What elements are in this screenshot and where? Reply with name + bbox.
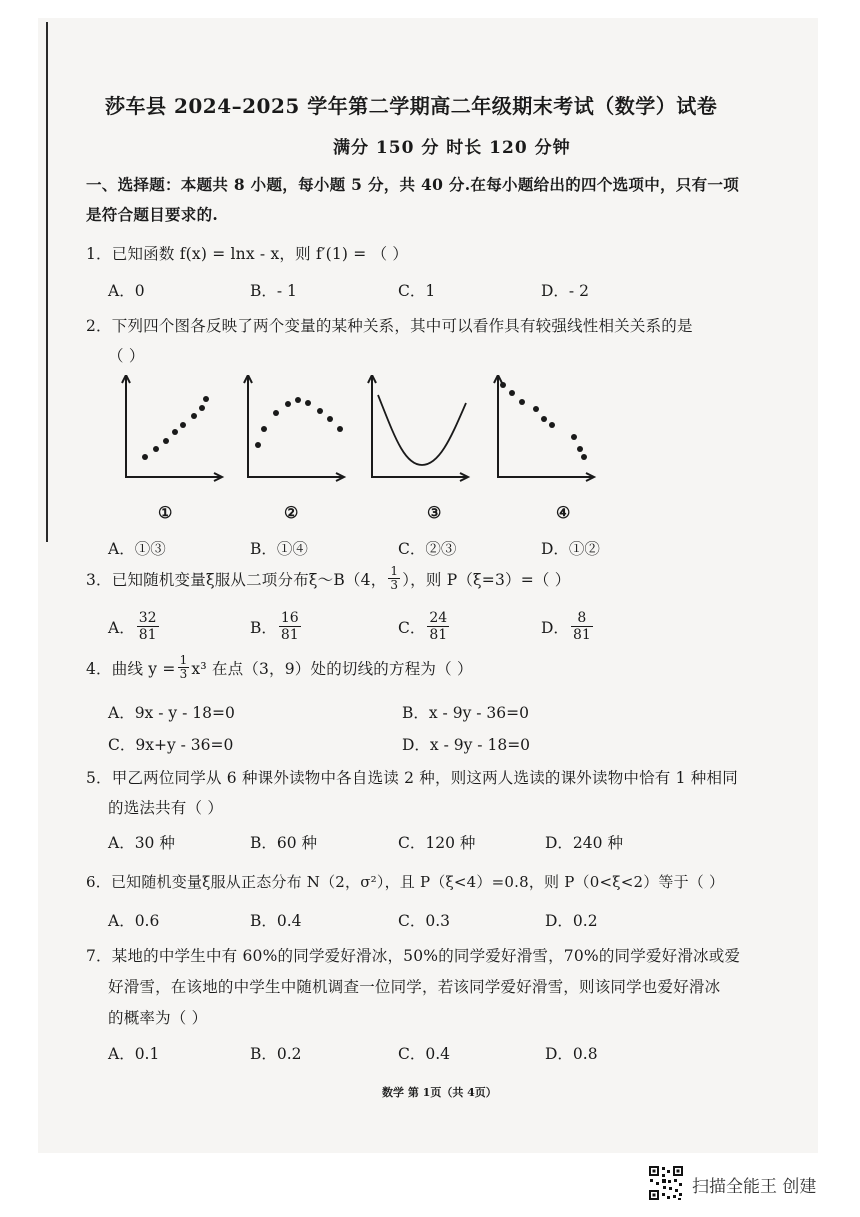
figure-label-4: ④ [556, 503, 571, 522]
q3-frac-den: 3 [390, 578, 399, 592]
q3-option-a [108, 610, 161, 643]
q3-fraction [388, 565, 400, 592]
q3-option-d [541, 610, 595, 643]
question-2-line1: 2．下列四个图各反映了两个变量的某种关系，其中可以看作具有较强线性相关关系的是 [86, 317, 693, 335]
q3-d-den: 81 [572, 627, 591, 643]
q5-option-b: B．60 种 [250, 834, 318, 852]
question-6: 6．已知随机变量ξ服从正态分布 N（2，σ²），且 P（ξ<4）=0.8，则 P（0<ξ<2）等于（ ） [86, 873, 725, 891]
figure-label-2: ② [284, 503, 299, 522]
section-1-heading-line2: 是符合题目要求的. [86, 205, 219, 224]
q3-b-num: 16 [280, 610, 299, 626]
q6-option-d: D．0.2 [545, 912, 598, 930]
exam-title: 莎车县 2024–2025 学年第二学期高二年级期末考试（数学）试卷 [105, 94, 718, 118]
q4-text-after: x³ 在点（3，9）处的切线的方程为（ ） [191, 659, 473, 678]
question-5-line2: 的选法共有（ ） [108, 799, 224, 817]
q4-fraction [178, 654, 190, 681]
q3-a-num: 32 [138, 610, 157, 626]
binding-line [46, 22, 48, 542]
q7-option-b: B．0.2 [250, 1045, 302, 1063]
q3-option-c-frac [427, 610, 449, 643]
q2-option-a: A．①③ [108, 540, 166, 558]
q1-option-d: D．- 2 [541, 282, 589, 300]
q3-option-b-frac [279, 610, 301, 643]
q3-frac-num: 1 [390, 564, 399, 578]
figure-label-3: ③ [427, 503, 442, 522]
q3-text-before: 3．已知随机变量ξ服从二项分布ξ～B（4， [86, 570, 387, 589]
curve-plot-3 [364, 375, 474, 485]
q3-option-c [398, 610, 451, 643]
q2-option-d: D．①② [541, 540, 600, 558]
q3-b-den: 81 [280, 627, 299, 643]
question-7-line1: 7．某地的中学生中有 60%的同学爱好滑冰，50%的同学爱好滑雪，70%的同学爱好滑冰或爱 [86, 947, 741, 965]
q4-text-before: 4．曲线 y = [86, 659, 176, 678]
scanner-watermark: 扫描全能王 创建 [692, 1177, 817, 1197]
q7-option-a: A．0.1 [108, 1045, 160, 1063]
q3-c-den: 81 [429, 627, 448, 643]
question-5-line1: 5．甲乙两位同学从 6 种课外读物中各自选读 2 种，则这两人选读的课外读物中恰有 1 种相同 [86, 769, 738, 787]
q1-option-c: C．1 [398, 282, 436, 300]
q4-frac-num: 1 [179, 653, 188, 667]
question-7-line2: 好滑雪，在该地的中学生中随机调查一位同学，若该同学爱好滑雪，则该同学也爱好滑冰 [108, 978, 721, 996]
page-footer: 数学 第 1页（共 4页） [382, 1086, 497, 1099]
q4-frac-den: 3 [179, 667, 188, 681]
q6-option-c: C．0.3 [398, 912, 451, 930]
q5-option-a: A．30 种 [108, 834, 175, 852]
qr-code-icon [648, 1165, 684, 1201]
q4-option-d: D．x - 9y - 18=0 [402, 736, 531, 754]
q6-option-b: B．0.4 [250, 912, 302, 930]
question-1: 1．已知函数 f(x) = lnx - x，则 f′(1) = （ ） [86, 245, 409, 263]
question-7-line3: 的概率为（ ） [108, 1009, 208, 1027]
q3-option-d-frac [571, 610, 593, 643]
question-3 [86, 565, 570, 592]
q2-option-b: B．①④ [250, 540, 308, 558]
scatter-plot-4 [490, 375, 600, 485]
q6-option-a: A．0.6 [108, 912, 160, 930]
q3-option-a-frac [137, 610, 159, 643]
q3-d-num: 8 [571, 610, 593, 627]
q1-option-b: B．- 1 [250, 282, 297, 300]
figure-label-1: ① [158, 503, 173, 522]
q2-option-c: C．②③ [398, 540, 457, 558]
q3-option-c-letter: C． [398, 618, 426, 637]
question-2-line2: （ ） [108, 347, 145, 365]
q4-option-a: A．9x - y - 18=0 [108, 704, 235, 722]
section-1-heading-line1: 一、选择题：本题共 8 小题，每小题 5 分，共 40 分.在每小题给出的四个选项中，只有一项 [86, 175, 740, 194]
q3-option-b [250, 610, 303, 643]
q7-option-d: D．0.8 [545, 1045, 598, 1063]
question-4 [86, 654, 473, 681]
q4-option-c: C．9x+y - 36=0 [108, 736, 234, 754]
q4-option-b: B．x - 9y - 36=0 [402, 704, 530, 722]
q3-a-den: 81 [138, 627, 157, 643]
q3-option-d-letter: D． [541, 618, 569, 637]
q3-option-b-letter: B． [250, 618, 277, 637]
q3-text-after: ），则 P（ξ=3）=（ ） [402, 570, 571, 589]
q3-option-a-letter: A． [108, 618, 135, 637]
scatter-plot-2 [240, 375, 350, 485]
q7-option-c: C．0.4 [398, 1045, 451, 1063]
scatter-plot-1 [118, 375, 228, 485]
q5-option-c: C．120 种 [398, 834, 476, 852]
exam-subtitle: 满分 150 分 时长 120 分钟 [333, 138, 571, 158]
q5-option-d: D．240 种 [545, 834, 623, 852]
q3-c-num: 24 [429, 610, 448, 626]
q1-option-a: A．0 [108, 282, 145, 300]
